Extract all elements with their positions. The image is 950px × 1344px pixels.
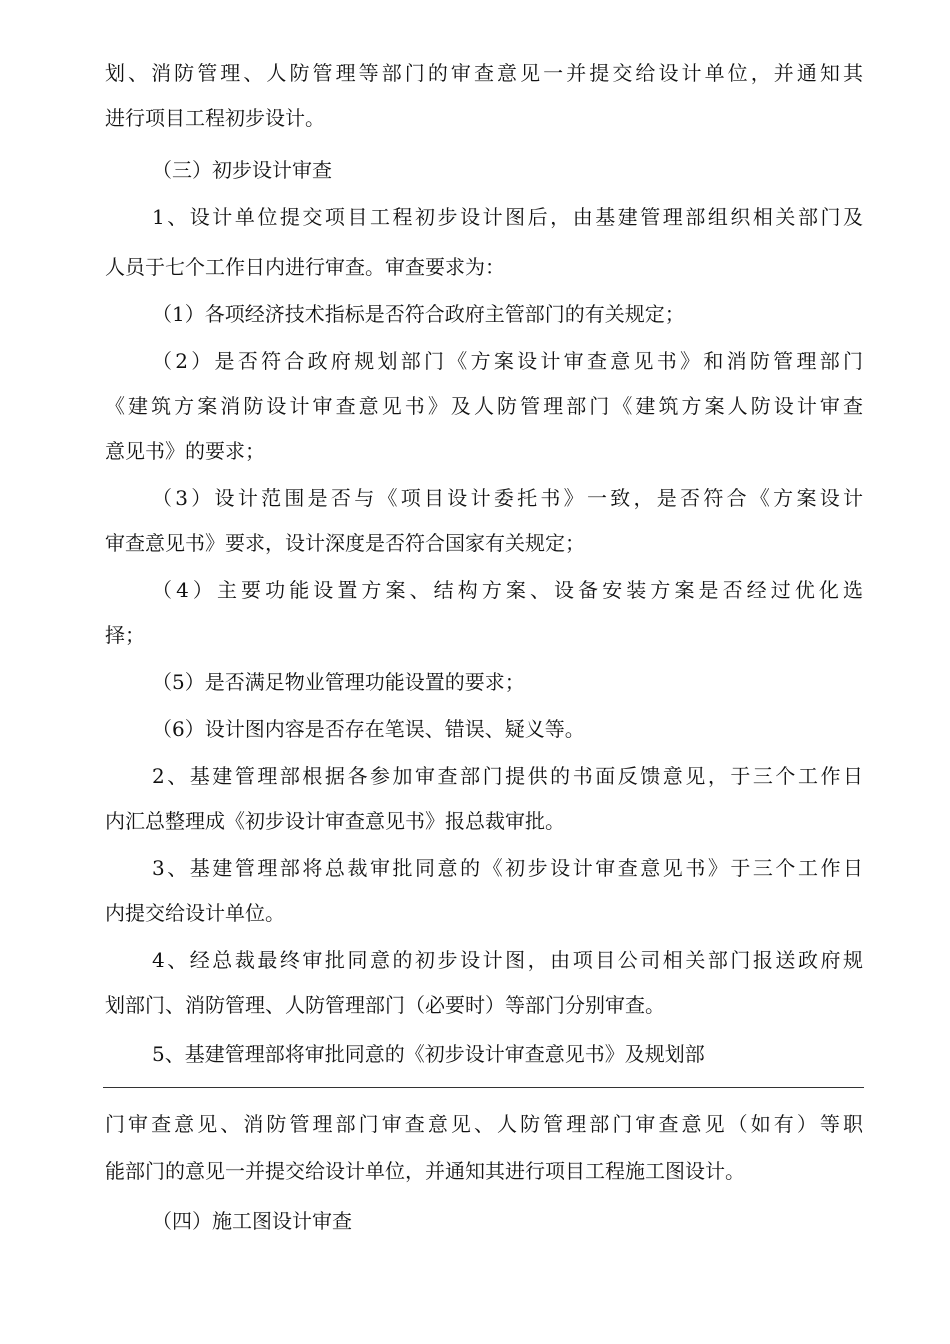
list-item-2-line-3: 意见书》的要求；	[105, 439, 265, 463]
paragraph-5-line-3: 能部门的意见一并提交给设计单位，并通知其进行项目工程施工图设计。	[105, 1159, 745, 1183]
paragraph-line-4: 1、设计单位提交项目工程初步设计图后，由基建管理部组织相关部门及	[152, 205, 863, 229]
section-heading-4: （四）施工图设计审查	[152, 1209, 352, 1233]
paragraph-2-line-2: 内汇总整理成《初步设计审查意见书》报总裁审批。	[105, 809, 565, 833]
list-item-3-line-2: 审查意见书》要求，设计深度是否符合国家有关规定；	[105, 531, 585, 555]
paragraph-line-2: 进行项目工程初步设计。	[105, 106, 325, 130]
list-item-5: （5）是否满足物业管理功能设置的要求；	[152, 670, 525, 694]
paragraph-3-line-1: 3、基建管理部将总裁审批同意的《初步设计审查意见书》于三个工作日	[152, 856, 863, 880]
section-heading-3: （三）初步设计审查	[152, 158, 332, 182]
paragraph-4-line-2: 划部门、消防管理、人防管理部门（必要时）等部门分别审查。	[105, 993, 665, 1017]
paragraph-line-5: 人员于七个工作日内进行审查。审查要求为：	[105, 255, 505, 279]
list-item-3-line-1: （3）设计范围是否与《项目设计委托书》一致，是否符合《方案设计	[152, 486, 863, 510]
paragraph-4-line-1: 4、经总裁最终审批同意的初步设计图，由项目公司相关部门报送政府规	[152, 948, 863, 972]
page-break-rule	[103, 1087, 864, 1088]
paragraph-5-line-1: 5、基建管理部将审批同意的《初步设计审查意见书》及规划部	[152, 1042, 705, 1066]
paragraph-2-line-1: 2、基建管理部根据各参加审查部门提供的书面反馈意见，于三个工作日	[152, 764, 863, 788]
list-item-6: （6）设计图内容是否存在笔误、错误、疑义等。	[152, 717, 585, 741]
list-item-2-line-1: （2）是否符合政府规划部门《方案设计审查意见书》和消防管理部门	[152, 349, 863, 373]
list-item-4-line-1: （4）主要功能设置方案、结构方案、设备安装方案是否经过优化选	[152, 578, 863, 602]
paragraph-5-line-2: 门审查意见、消防管理部门审查意见、人防管理部门审查意见（如有）等职	[105, 1112, 863, 1136]
list-item-4-line-2: 择；	[105, 623, 145, 647]
paragraph-line-1: 划、消防管理、人防管理等部门的审查意见一并提交给设计单位，并通知其	[105, 61, 863, 85]
list-item-2-line-2: 《建筑方案消防设计审查意见书》及人防管理部门《建筑方案人防设计审查	[105, 394, 863, 418]
paragraph-3-line-2: 内提交给设计单位。	[105, 901, 285, 925]
list-item-1: （1）各项经济技术指标是否符合政府主管部门的有关规定；	[152, 302, 685, 326]
